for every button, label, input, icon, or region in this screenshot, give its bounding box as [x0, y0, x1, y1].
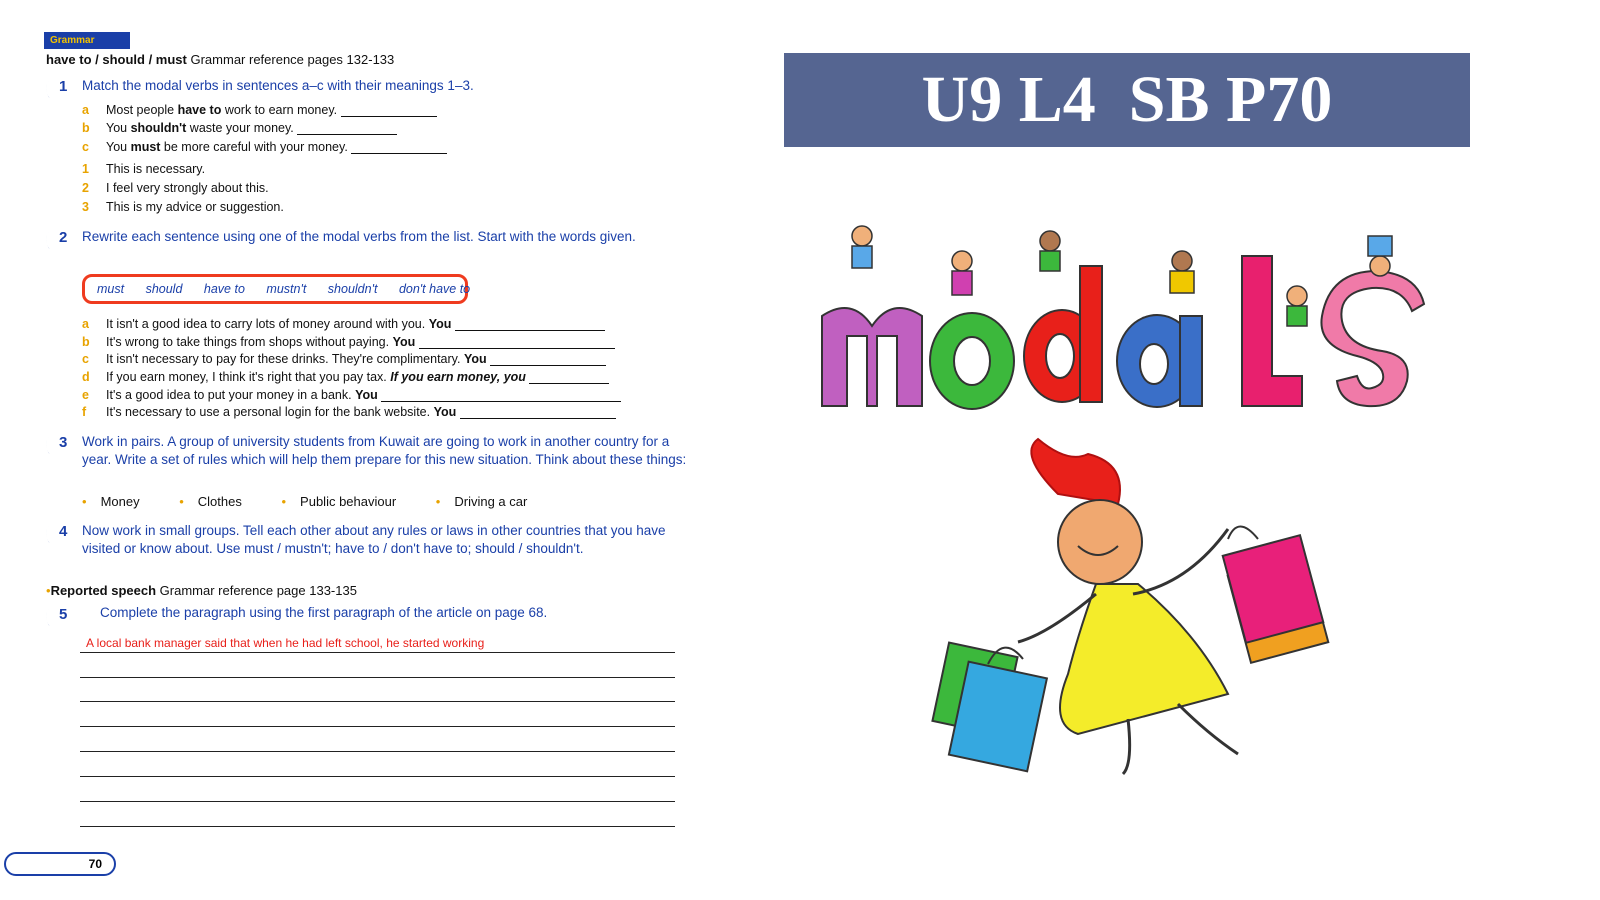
- word-must: must: [97, 282, 125, 296]
- exercise-2-badge: 2: [43, 225, 73, 255]
- meaning-1: 1 This is necessary.: [82, 162, 206, 176]
- exercise-5-badge: 5: [43, 602, 73, 632]
- topic-item: • Clothes: [179, 494, 242, 509]
- moon-badge-icon: [43, 430, 73, 460]
- writing-line[interactable]: [80, 726, 675, 727]
- shopping-girl-illustration: [928, 434, 1338, 784]
- shopping-bag-icon: [1223, 527, 1329, 663]
- page-number: 70: [4, 852, 116, 876]
- ex1-item-a: a Most people have to work to earn money.: [82, 103, 437, 117]
- word-should: should: [145, 282, 183, 296]
- modals-title-illustration: [812, 216, 1432, 416]
- answer-blank[interactable]: [490, 365, 606, 366]
- answer-blank[interactable]: [529, 383, 609, 384]
- moon-badge-icon: [43, 519, 73, 549]
- section-title: have to / should / must: [46, 52, 187, 67]
- ex2-item-a: a It isn't a good idea to carry lots of money around with you. You: [82, 317, 605, 331]
- ex2-item-f: f It's necessary to use a personal login for the bank website. You: [82, 405, 616, 419]
- word-shouldnt: shouldn't: [327, 282, 378, 296]
- grammar-tab: Grammar: [44, 32, 130, 49]
- topic-item: • Money: [82, 494, 140, 509]
- meaning-2: 2 I feel very strongly about this.: [82, 181, 269, 195]
- exercise-3-instruction: Work in pairs. A group of university students from Kuwait are going to work in another country for a year. Write a set of rules which will help them prepare for this new situation. Think about these things:: [82, 434, 687, 467]
- exercise-2-instruction: Rewrite each sentence using one of the modal verbs from the list. Start with the words given.: [82, 229, 636, 244]
- answer-blank[interactable]: [419, 348, 615, 349]
- face-icon: [1058, 500, 1142, 584]
- writing-line[interactable]: [80, 801, 675, 802]
- grammar-reference: Grammar reference pages 132-133: [190, 52, 395, 67]
- section-heading-modals: [46, 52, 394, 67]
- exercise-4-badge: 4: [43, 519, 73, 549]
- lesson-banner: U9 L4 SB P70: [784, 53, 1470, 147]
- exercise-4-instruction: Now work in small groups. Tell each other about any rules or laws in other countries that you have visited or know about. Use must / mustn't; have to / don't have to; should / shouldn't.: [82, 523, 666, 556]
- modal-word-box: [82, 274, 471, 304]
- ex1-item-b: b You shouldn't waste your money.: [82, 121, 397, 135]
- word-dont-have-to: don't have to: [398, 282, 471, 296]
- worksheet-page: [0, 0, 720, 900]
- answer-blank[interactable]: [341, 116, 437, 117]
- meaning-3: 3 This is my advice or suggestion.: [82, 200, 284, 214]
- moon-badge-icon: [43, 74, 73, 104]
- hair-icon: [1031, 439, 1120, 504]
- letter-a-icon: [1117, 315, 1202, 407]
- topic-list: [82, 494, 563, 509]
- word-have-to: have to: [203, 282, 245, 296]
- writing-line[interactable]: [80, 652, 675, 653]
- grammar-reference: Grammar reference page 133-135: [159, 583, 357, 598]
- answer-blank[interactable]: [297, 134, 397, 135]
- answer-blank[interactable]: [455, 330, 605, 331]
- yellow-dress-icon: [1060, 584, 1228, 734]
- section-heading-reported-speech: •Reported speech Grammar reference page 133-135: [46, 583, 357, 598]
- answer-blank[interactable]: [460, 418, 616, 419]
- answer-blank[interactable]: [351, 153, 447, 154]
- answer-blank[interactable]: [381, 401, 621, 402]
- section-title: Reported speech: [50, 583, 157, 598]
- shopping-bag-icon: [932, 643, 1046, 772]
- topic-item: • Public behaviour: [281, 494, 396, 509]
- writing-line[interactable]: [80, 677, 675, 678]
- kid-figures-icon: [852, 226, 1392, 326]
- ex2-item-b: b It's wrong to take things from shops without paying. You: [82, 335, 615, 349]
- exercise-5-instruction: Complete the paragraph using the first paragraph of the article on page 68.: [100, 605, 548, 620]
- exercise-3-badge: 3: [43, 430, 73, 460]
- writing-line[interactable]: [80, 751, 675, 752]
- letter-l-icon: [1242, 256, 1302, 406]
- ex2-item-e: e It's a good idea to put your money in a bank. You: [82, 388, 621, 402]
- exercise-1-badge: 1: [43, 74, 73, 104]
- exercise-1-instruction: Match the modal verbs in sentences a–c with their meanings 1–3.: [82, 78, 474, 93]
- writing-line[interactable]: [80, 776, 675, 777]
- writing-line[interactable]: [80, 826, 675, 827]
- moon-badge-icon: [43, 225, 73, 255]
- letter-s-icon: [1321, 271, 1424, 406]
- letter-d-icon: [1024, 266, 1102, 402]
- ex2-item-c: c It isn't necessary to pay for these drinks. They're complimentary. You: [82, 352, 606, 366]
- ex1-item-c: c You must be more careful with your money.: [82, 140, 447, 154]
- writing-line[interactable]: [80, 701, 675, 702]
- word-mustnt: mustn't: [266, 282, 307, 296]
- letter-m-icon: [822, 308, 922, 406]
- moon-badge-icon: [43, 602, 73, 632]
- topic-item: • Driving a car: [436, 494, 528, 509]
- example-answer: A local bank manager said that when he had left school, he started working: [86, 636, 485, 650]
- ex2-item-d: d If you earn money, I think it's right that you pay tax. If you earn money, you: [82, 370, 609, 384]
